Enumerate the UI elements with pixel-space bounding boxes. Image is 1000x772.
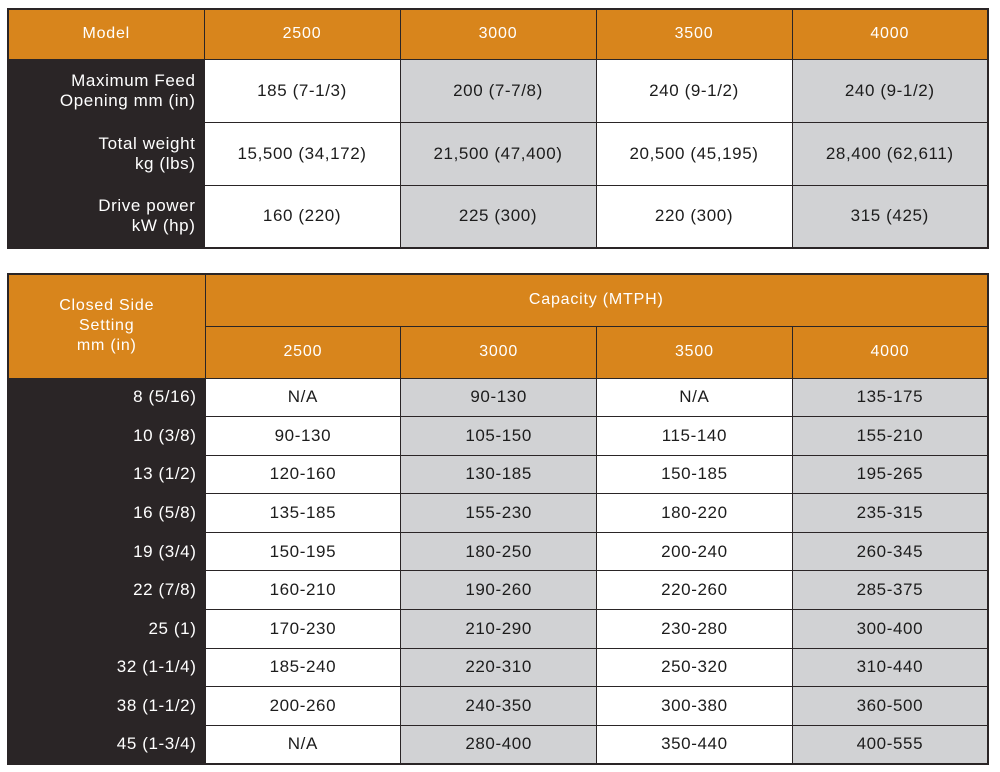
capacity-table-body xyxy=(8,378,988,764)
table-cell: 185 (7-1/3) xyxy=(204,59,400,122)
table-cell: 240 (9-1/2) xyxy=(596,59,792,122)
setting-label: 38 (1-1/2) xyxy=(8,687,205,726)
capacity-cell: 135-185 xyxy=(205,494,401,533)
table-row xyxy=(8,532,988,571)
setting-label: 10 (3/8) xyxy=(8,417,205,456)
capacity-cell: 115-140 xyxy=(597,417,793,456)
model-4000-header: 4000 xyxy=(792,326,988,378)
capacity-cell: 150-185 xyxy=(597,455,793,494)
capacity-cell: 230-280 xyxy=(597,610,793,649)
row-label xyxy=(8,59,204,122)
table-row xyxy=(8,571,988,610)
spec-row-total-weight xyxy=(8,122,988,185)
table-row xyxy=(8,494,988,533)
row-label-line2: kW (hp) xyxy=(131,216,196,236)
capacity-cell: 185-240 xyxy=(205,648,401,687)
row-label-line1: Drive power xyxy=(98,196,196,216)
table-row xyxy=(8,687,988,726)
spec-row-drive-power xyxy=(8,185,988,248)
capacity-cell: 155-230 xyxy=(401,494,597,533)
capacity-cell: 200-240 xyxy=(597,532,793,571)
table-cell: 20,500 (45,195) xyxy=(596,122,792,185)
model-3000-header: 3000 xyxy=(400,9,596,59)
capacity-cell: 300-400 xyxy=(792,610,988,649)
capacity-cell: 360-500 xyxy=(792,687,988,726)
setting-label: 8 (5/16) xyxy=(8,378,205,417)
capacity-cell: 180-250 xyxy=(401,532,597,571)
capacity-cell: 170-230 xyxy=(205,610,401,649)
capacity-title-row xyxy=(8,274,988,326)
spec-row-feed-opening xyxy=(8,59,988,122)
row-label-line1: Total weight xyxy=(98,133,196,153)
capacity-cell: 195-265 xyxy=(792,455,988,494)
setting-label: 45 (1-3/4) xyxy=(8,725,205,764)
setting-label: 25 (1) xyxy=(8,610,205,649)
capacity-cell: 90-130 xyxy=(205,417,401,456)
table-cell: 15,500 (34,172) xyxy=(204,122,400,185)
capacity-cell: 300-380 xyxy=(597,687,793,726)
capacity-table xyxy=(7,273,989,765)
row-label-line2: Opening mm (in) xyxy=(59,90,196,110)
capacity-cell: 90-130 xyxy=(401,378,597,417)
table-row xyxy=(8,725,988,764)
closed-side-setting-header xyxy=(8,274,205,378)
setting-label: 19 (3/4) xyxy=(8,532,205,571)
row-label-line1: Maximum Feed xyxy=(71,70,196,90)
table-cell: 200 (7-7/8) xyxy=(400,59,596,122)
model-4000-header: 4000 xyxy=(792,9,988,59)
setting-label: 13 (1/2) xyxy=(8,455,205,494)
model-2500-header: 2500 xyxy=(205,326,401,378)
model-3500-header: 3500 xyxy=(596,9,792,59)
capacity-cell: 220-260 xyxy=(597,571,793,610)
capacity-cell: 155-210 xyxy=(792,417,988,456)
capacity-cell: 130-185 xyxy=(401,455,597,494)
model-3500-header: 3500 xyxy=(597,326,793,378)
setting-label: 22 (7/8) xyxy=(8,571,205,610)
setting-label: 32 (1-1/4) xyxy=(8,648,205,687)
model-2500-header: 2500 xyxy=(204,9,400,59)
corner-line2: Setting xyxy=(79,317,135,335)
table-row xyxy=(8,378,988,417)
capacity-cell: 260-345 xyxy=(792,532,988,571)
table-cell: 21,500 (47,400) xyxy=(400,122,596,185)
capacity-cell: 120-160 xyxy=(205,455,401,494)
table-cell: 220 (300) xyxy=(596,185,792,248)
capacity-cell: 250-320 xyxy=(597,648,793,687)
specifications-table xyxy=(7,8,989,249)
capacity-cell: 350-440 xyxy=(597,725,793,764)
row-label xyxy=(8,185,204,248)
capacity-cell: 180-220 xyxy=(597,494,793,533)
table-cell: 160 (220) xyxy=(204,185,400,248)
capacity-cell: 220-310 xyxy=(401,648,597,687)
row-label-line2: kg (lbs) xyxy=(134,153,196,173)
capacity-cell: 235-315 xyxy=(792,494,988,533)
capacity-cell: 160-210 xyxy=(205,571,401,610)
capacity-cell: N/A xyxy=(205,378,401,417)
capacity-cell: 105-150 xyxy=(401,417,597,456)
capacity-title: Capacity (MTPH) xyxy=(205,274,988,326)
capacity-cell: 150-195 xyxy=(205,532,401,571)
model-3000-header: 3000 xyxy=(401,326,597,378)
table-cell: 315 (425) xyxy=(792,185,988,248)
table-row xyxy=(8,455,988,494)
capacity-cell: 280-400 xyxy=(401,725,597,764)
table-cell: 240 (9-1/2) xyxy=(792,59,988,122)
table-row xyxy=(8,648,988,687)
capacity-cell: 210-290 xyxy=(401,610,597,649)
setting-label: 16 (5/8) xyxy=(8,494,205,533)
capacity-cell: 310-440 xyxy=(792,648,988,687)
capacity-cell: N/A xyxy=(597,378,793,417)
row-label xyxy=(8,122,204,185)
capacity-cell: 135-175 xyxy=(792,378,988,417)
capacity-cell: 240-350 xyxy=(401,687,597,726)
specs-header-row xyxy=(8,9,988,59)
table-cell: 28,400 (62,611) xyxy=(792,122,988,185)
capacity-cell: 400-555 xyxy=(792,725,988,764)
capacity-cell: N/A xyxy=(205,725,401,764)
capacity-cell: 200-260 xyxy=(205,687,401,726)
model-header: Model xyxy=(8,9,204,59)
table-row xyxy=(8,417,988,456)
table-cell: 225 (300) xyxy=(400,185,596,248)
corner-line3: mm (in) xyxy=(76,337,137,355)
capacity-cell: 285-375 xyxy=(792,571,988,610)
corner-line1: Closed Side xyxy=(59,297,155,315)
table-row xyxy=(8,610,988,649)
capacity-cell: 190-260 xyxy=(401,571,597,610)
